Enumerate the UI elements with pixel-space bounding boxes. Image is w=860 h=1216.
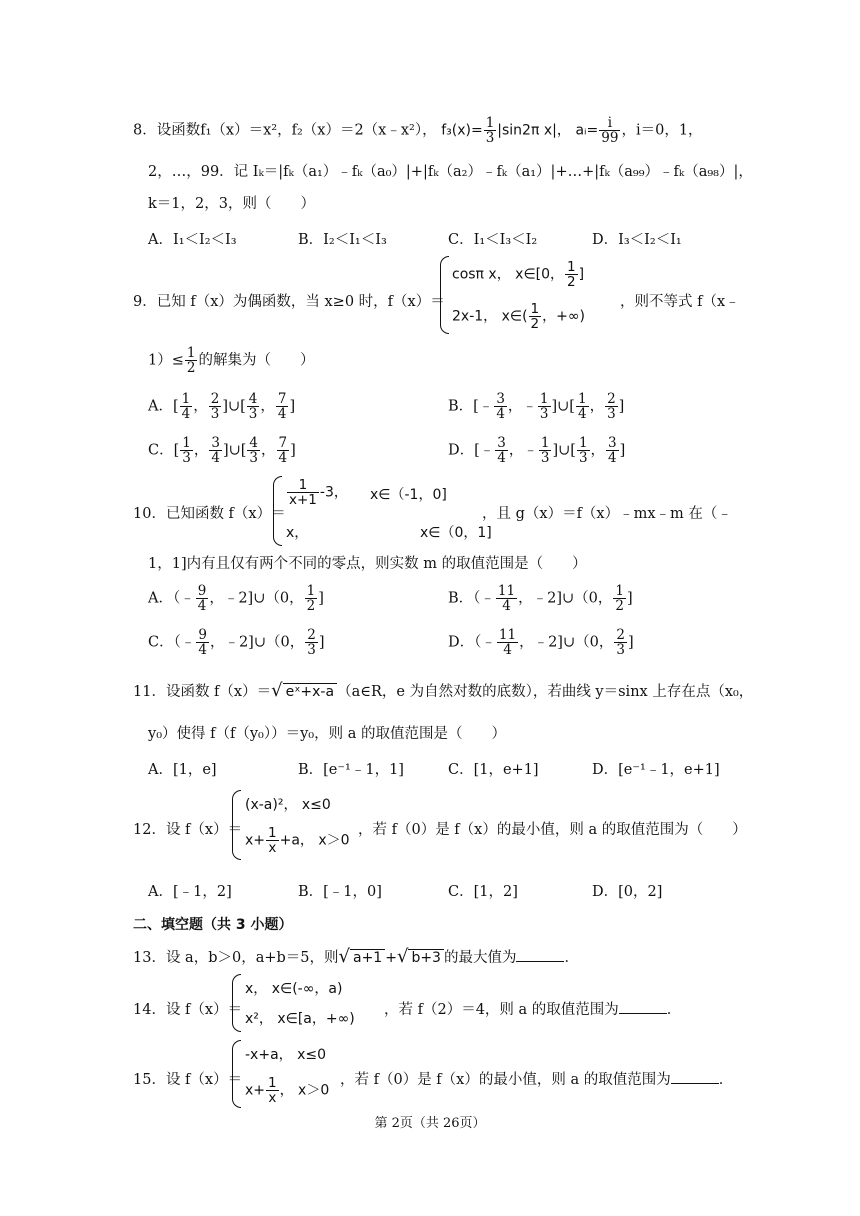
q8-option-b: B．I₂＜I₁＜I₃: [298, 232, 387, 248]
q11-line2: y₀）使得 f（f（y₀））＝y₀，则 a 的取值范围是（ ）: [148, 726, 506, 742]
section-heading: 二、填空题（共 3 小题）: [133, 917, 293, 933]
q11-line1: 11．设函数 f（x）＝√ eˣ+x-a （a∈R，e 为自然对数的底数），若曲线 y＝sinx 上存在点（x₀，: [133, 680, 754, 701]
q12-option-a: A．[﹣1，2]: [148, 884, 232, 900]
q15-case2: x+ $\frac{1}{x}$ ， x＞0: [245, 1075, 330, 1107]
q9-tail: ，则不等式 f（x﹣: [620, 294, 740, 310]
q9-option-b: B．[﹣ $\frac{3}{4}$ ，﹣ $\frac{1}{3}$ ]∪[ $\frac{1}{4}$ ， $\frac{2}{3}$ ]: [448, 391, 625, 423]
sqrt-sign: √: [396, 946, 409, 967]
q15-case1: -x+a， x≤0: [245, 1047, 327, 1063]
q12-case2: x+ $\frac{1}{x}$ +a， x＞0: [245, 825, 350, 857]
q9-brace: [440, 256, 449, 334]
q8-line2: 2，…，99．记 Iₖ＝|fₖ（a₁）﹣fₖ（a₀）|+|fₖ（a₂）﹣fₖ（a₁）|+…+|fₖ（a₉₉）﹣fₖ（a₉₈）|，: [148, 164, 753, 180]
answer-blank: [671, 1083, 719, 1084]
q9-option-d: D．[﹣ $\frac{3}{4}$ ，﹣ $\frac{1}{3}$ ]∪[ $\frac{1}{3}$ ， $\frac{3}{4}$ ]: [448, 435, 626, 467]
q15-brace: [232, 1040, 241, 1108]
sqrt-sign: √: [271, 680, 283, 701]
q14-case1: x， x∈(-∞，a): [245, 981, 343, 997]
page-footer: 第 2页（共 26页）: [374, 1116, 486, 1131]
q10-case1-domain: x∈（-1，0]: [370, 487, 447, 503]
q8-option-c: C．I₁＜I₃＜I₂: [448, 232, 538, 248]
q8-option-d: D．I₃＜I₂＜I₁: [592, 232, 682, 248]
q12-lead: 12．设 f（x）＝: [133, 822, 243, 838]
q12-option-b: B．[﹣1，0]: [298, 884, 382, 900]
q9-option-a: A．[ $\frac{1}{4}$ ， $\frac{2}{3}$ ]∪[ $\frac{4}{3}$ ， $\frac{7}{4}$ ]: [148, 391, 296, 423]
q10-case2: x，: [286, 525, 309, 541]
q11-option-c: C．[1，e+1]: [448, 762, 539, 778]
q11-option-b: B．[e⁻¹﹣1，1]: [298, 762, 404, 778]
q10-option-d: D．（﹣ $\frac{11}{4}$ ，﹣2]∪（0， $\frac{2}{3}$ ]: [448, 627, 634, 659]
answer-blank: [619, 1013, 667, 1014]
q9-option-c: C．[ $\frac{1}{3}$ ， $\frac{3}{4}$ ]∪[ $\frac{4}{3}$ ， $\frac{7}{4}$ ]: [148, 435, 296, 467]
q8-line3: k＝1，2，3，则（ ）: [148, 196, 315, 212]
q12-option-d: D．[0，2]: [592, 884, 663, 900]
q11-option-a: A．[1，e]: [148, 762, 217, 778]
q10-case2-domain: x∈（0，1]: [420, 525, 492, 541]
q14-brace: [232, 974, 241, 1032]
q9-case2: 2x-1， x∈( $\frac{1}{2}$ ，+∞): [452, 301, 585, 333]
q10-lead: 10．已知函数 f（x）＝: [133, 506, 286, 522]
q10-line2: 1，1]内有且仅有两个不同的零点，则实数 m 的取值范围是（ ）: [148, 556, 587, 572]
q10-tail: ，且 g（x）＝f（x）﹣mx﹣m 在（﹣: [482, 506, 732, 522]
q10-option-c: C．（﹣ $\frac{9}{4}$ ，﹣2]∪（0， $\frac{2}{3}$ ]: [148, 627, 325, 659]
q11-option-d: D．[e⁻¹﹣1，e+1]: [592, 762, 720, 778]
q9-line2: 1）≤ $\frac{1}{2}$ 的解集为（ ）: [148, 345, 315, 377]
fraction: $\frac{1}{3}$: [485, 115, 495, 147]
q10-case1: $\frac{1}{x+1}$ -3，: [289, 477, 348, 509]
q13-line: 13．设 a，b＞0，a+b＝5，则√ a+1 +√ b+3 的最大值为 ．: [133, 946, 579, 967]
q15-lead: 15．设 f（x）＝: [133, 1072, 243, 1088]
q8-option-a: A．I₁＜I₂＜I₃: [148, 232, 237, 248]
fraction: $\frac{i}{99}$: [601, 115, 619, 147]
q12-tail: ，若 f（0）是 f（x）的最小值，则 a 的取值范围为（ ）: [358, 822, 747, 838]
q9-case1: cosπ x， x∈[0， $\frac{1}{2}$ ]: [452, 259, 585, 291]
q9-lead: 9．已知 f（x）为偶函数，当 x≥0 时，f（x）＝: [133, 294, 445, 310]
q8-line1: 8．设函数f₁（x）＝x²，f₂（x）＝2（x﹣x²）， f₃(x)= $\frac{1}{3}$ |sin2π x|， aᵢ= $\frac{i}{99}$ ，i＝0，1，: [133, 115, 703, 147]
q12-option-c: C．[1，2]: [448, 884, 518, 900]
sqrt-sign: √: [338, 946, 350, 967]
q12-case1: (x-a)²， x≤0: [245, 797, 331, 813]
q10-brace: [273, 476, 282, 546]
q12-brace: [232, 790, 241, 860]
q15-tail: ，若 f（0）是 f（x）的最小值，则 a 的取值范围为 ．: [340, 1072, 734, 1088]
q14-case2: x²， x∈[a，+∞): [245, 1011, 355, 1027]
answer-blank: [516, 961, 564, 962]
q14-tail: ，若 f（2）＝4，则 a 的取值范围为 ．: [384, 1002, 682, 1018]
q14-lead: 14．设 f（x）＝: [133, 1002, 243, 1018]
q10-option-a: A．（﹣ $\frac{9}{4}$ ，﹣2]∪（0， $\frac{1}{2}$ ]: [148, 583, 324, 615]
q10-option-b: B．（﹣ $\frac{11}{4}$ ，﹣2]∪（0， $\frac{1}{2}$ ]: [448, 583, 633, 615]
